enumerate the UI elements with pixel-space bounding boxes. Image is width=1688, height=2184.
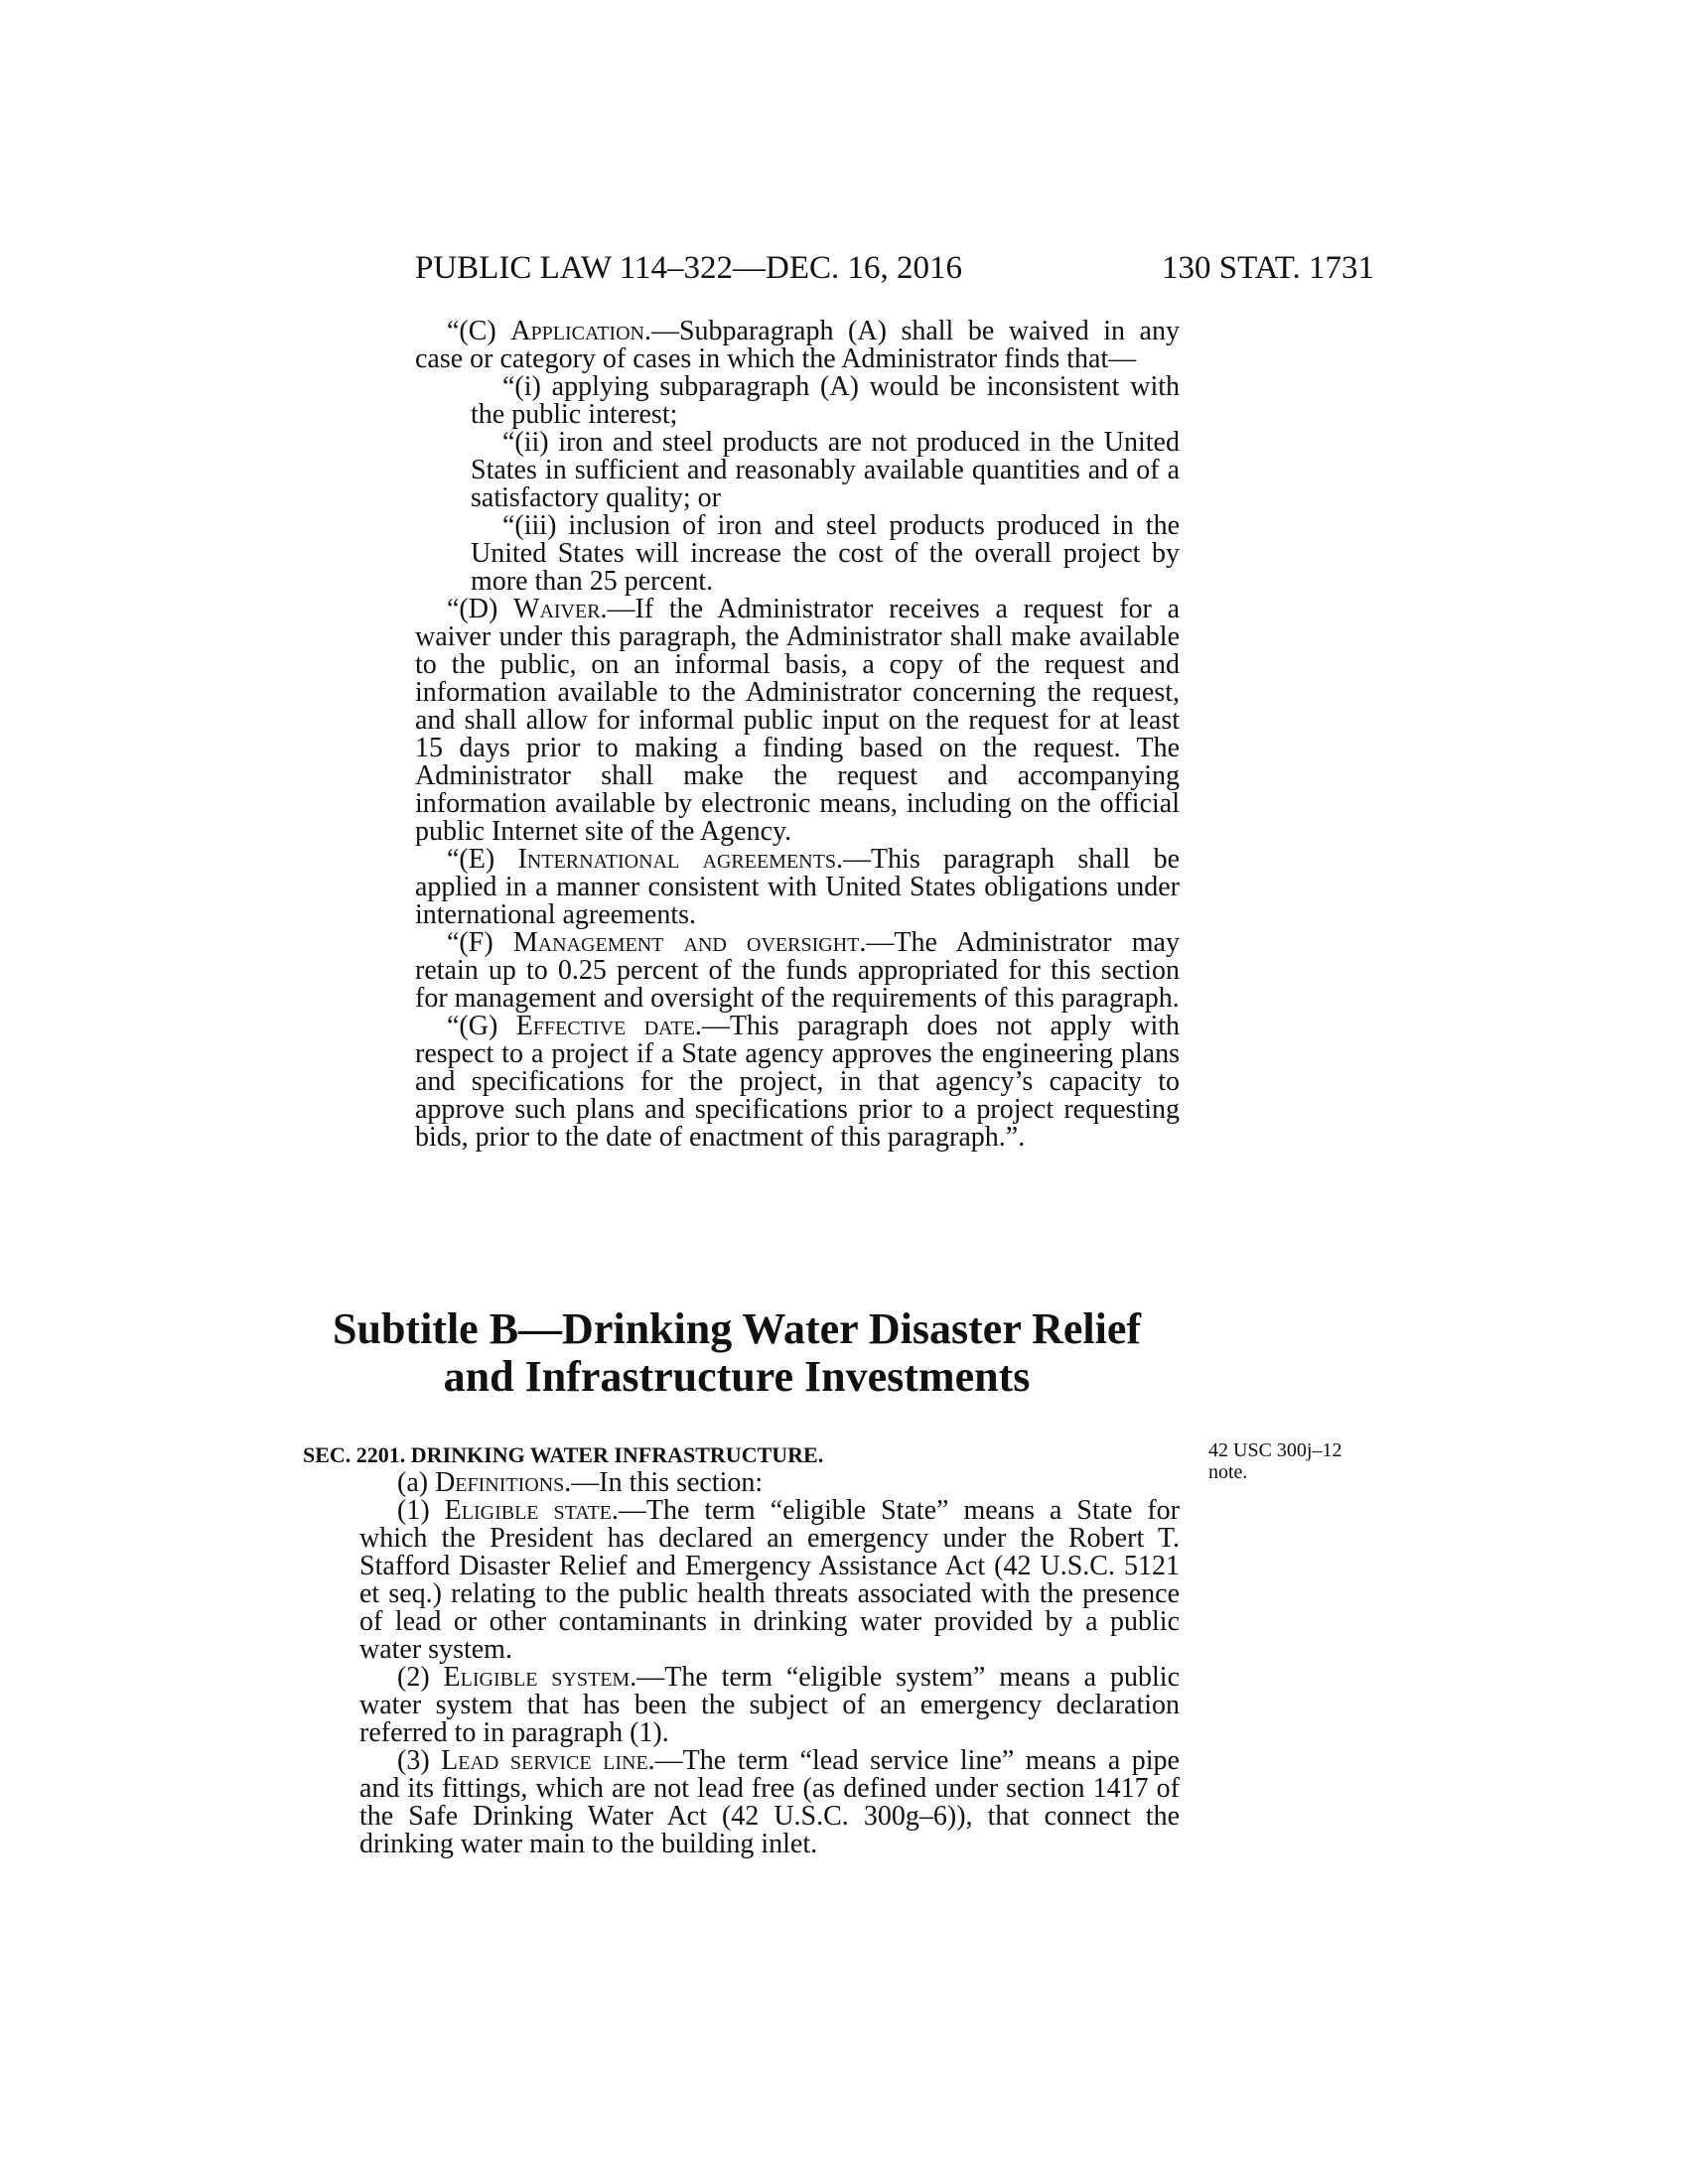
margin-note-suffix: note.	[1208, 1461, 1248, 1483]
public-law-citation: PUBLIC LAW 114–322—DEC. 16, 2016	[415, 250, 963, 286]
upper-text-block	[415, 318, 1180, 1152]
margin-note-citation: 42 USC 300j–12	[1208, 1439, 1342, 1461]
subtitle-line-1: Subtitle B—Drinking Water Disaster Relief	[333, 1304, 1141, 1353]
paragraph-e-international-agreements: “(E) International agreements.—This paragraph shall be applied in a manner consistent with United States obligations under international agreements.	[415, 844, 1180, 930]
paragraph-c-application: “(C) Application.—Subparagraph (A) shall be waived in any case or category of cases in which the Administrator finds that—	[415, 316, 1180, 374]
subtitle-line-2: and Infrastructure Investments	[443, 1352, 1031, 1401]
section-heading: SEC. 2201. DRINKING WATER INFRASTRUCTURE.	[303, 1442, 824, 1467]
margin-note	[1208, 1439, 1387, 1483]
subtitle-heading	[278, 1305, 1196, 1401]
statute-page-number: 130 STAT. 1731	[1161, 250, 1374, 286]
definition-lead-service-line: (3) Lead service line.—The term “lead service line” means a pipe and its fittings, which are not lead free (as defined under section 1417 of the Safe Drinking Water Act (42 U.S.C. 300g–6)), that connect the drinking water main to the building inlet.	[359, 1745, 1180, 1859]
subsection-a-definitions: (a) Definitions.—In this section:	[397, 1467, 764, 1498]
definition-eligible-system: (2) Eligible system.—The term “eligible system” means a public water system that has been the subject of an emergency declaration referred to in paragraph (1).	[359, 1662, 1180, 1748]
definition-eligible-state: (1) Eligible state.—The term “eligible State” means a State for which the President has declared an emergency under the Robert T. Stafford Disaster Relief and Emergency Assistance Act (42 U.S.C. 5121 et seq.) relating to the public health threats associated with the presence of lead or other contaminants in drinking water provided by a public water system.	[359, 1495, 1181, 1665]
lower-text-block	[359, 1469, 1180, 1858]
paragraph-f-management-oversight: “(F) Management and oversight.—The Administrator may retain up to 0.25 percent of the funds appropriated for this section for management and oversight of the requirements of this paragraph.	[415, 927, 1180, 1014]
running-head	[415, 248, 1374, 288]
clause-iii: “(iii) inclusion of iron and steel products produced in the United States will increase the cost of the overall project by more than 25 percent.	[471, 510, 1180, 597]
paragraph-g-effective-date: “(G) Effective date.—This paragraph does not apply with respect to a project if a State agency approves the engineering plans and specifications for the project, in that agency’s capacity to approve such plans and specifications prior to a project requesting bids, prior to the date of enactment of this paragraph.”.	[415, 1011, 1181, 1153]
paragraph-d-waiver: “(D) Waiver.—If the Administrator receives a request for a waiver under this paragraph, the Administrator shall make available to the public, on an informal basis, a copy of the request and information available to the Administrator concerning the request, and shall allow for informal public input on the request for at least 15 days prior to making a finding based on the request. The Administrator shall make the request and accompanying information available by electronic means, including on the official public Internet site of the Agency.	[415, 594, 1180, 847]
clause-i: “(i) applying subparagraph (A) would be inconsistent with the public interest;	[471, 371, 1180, 430]
clause-ii: “(ii) iron and steel products are not produced in the United States in sufficient and reasonably available quantities and of a satisfactory quality; or	[471, 427, 1180, 513]
